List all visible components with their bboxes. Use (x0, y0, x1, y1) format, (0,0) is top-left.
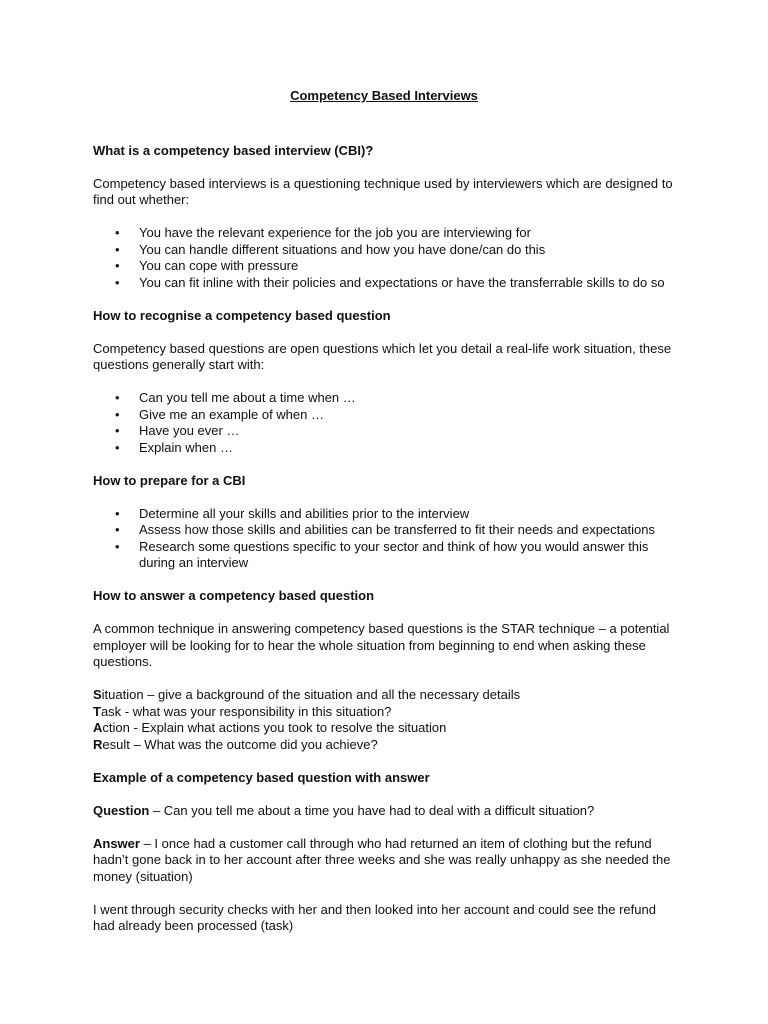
list-item: • Research some questions specific to your sector and think of how you would answer this during an interview (93, 539, 678, 572)
spacer (93, 671, 678, 688)
spacer (93, 572, 678, 589)
heading-prepare: How to prepare for a CBI (93, 472, 246, 488)
heading-recognise: How to recognise a competency based question (93, 307, 391, 323)
paragraph-what-intro: Competency based interviews is a questioning technique used by interviewers which are designed to find out whether: (93, 175, 673, 207)
bullet-list-recognise (93, 390, 678, 456)
paragraph-recognise-intro: Competency based questions are open questions which let you detail a real-life work situation, these questions generally start with: (93, 340, 672, 372)
spacer (93, 753, 678, 770)
answer-label: Answer (93, 835, 140, 851)
spacer (93, 291, 678, 308)
list-item: • You have the relevant experience for the job you are interviewing for (93, 225, 678, 242)
star-letter: A (93, 720, 103, 735)
list-item: • Explain when … (93, 440, 678, 457)
spacer (93, 209, 678, 226)
list-item: • You can handle different situations and how you have done/can do this (93, 242, 678, 259)
bullet-list-prepare (93, 506, 678, 572)
paragraph-answer (93, 836, 678, 886)
spacer (93, 885, 678, 902)
star-text: ituation – give a background of the situation and all the necessary details (101, 687, 521, 702)
star-letter: R (93, 736, 103, 752)
paragraph-question (93, 803, 678, 820)
spacer (93, 819, 678, 836)
star-line-task (93, 704, 678, 721)
heading-example: Example of a competency based question with answer (93, 769, 430, 785)
heading-answer: How to answer a competency based question (93, 588, 375, 603)
list-item: • You can cope with pressure (93, 258, 678, 275)
list-item: • Give me an example of when … (93, 407, 678, 424)
question-label: Question (93, 802, 150, 818)
list-item: • Assess how those skills and abilities can be transferred to fit their needs and expectations (93, 522, 678, 539)
list-item: • Can you tell me about a time when … (93, 390, 678, 407)
heading-what-is-cbi: What is a competency based interview (CBI)? (93, 142, 374, 158)
star-letter: T (93, 703, 101, 719)
star-text: ction - Explain what actions you took to resolve the situation (102, 720, 447, 735)
spacer (93, 159, 678, 176)
spacer (93, 456, 678, 473)
star-letter: S (93, 687, 102, 702)
question-text: – Can you tell me about a time you have had to deal with a difficult situation? (149, 802, 595, 818)
star-line-result (93, 737, 678, 754)
list-item: • You can fit inline with their policies and expectations or have the transferrable skills to do so (93, 275, 678, 292)
star-text: esult – What was the outcome did you achieve? (102, 736, 378, 752)
bullet-list-what (93, 225, 678, 291)
list-item: • Have you ever … (93, 423, 678, 440)
spacer (93, 105, 678, 143)
page-title: Competency Based Interviews (290, 88, 478, 103)
paragraph-followup: I went through security checks with her and then looked into her account and could see the refund had already been processed (task) (93, 901, 656, 933)
answer-text: – I once had a customer call through who had returned an item of clothing but the refund hadn’t gone back in to her account after three weeks and she was really unhappy as she needed the money (situation) (93, 835, 671, 884)
spacer (93, 374, 678, 391)
star-line-action (93, 720, 678, 737)
spacer (93, 324, 678, 341)
spacer (93, 489, 678, 506)
list-item: • Determine all your skills and abilities prior to the interview (93, 506, 678, 523)
paragraph-answer-intro: A common technique in answering competency based questions is the STAR technique – a potential employer will be looking for to hear the whole situation from beginning to end when asking these questions. (93, 621, 670, 669)
spacer (93, 786, 678, 803)
star-line-situation (93, 687, 678, 704)
star-text: ask - what was your responsibility in this situation? (100, 703, 392, 719)
spacer (93, 605, 678, 622)
